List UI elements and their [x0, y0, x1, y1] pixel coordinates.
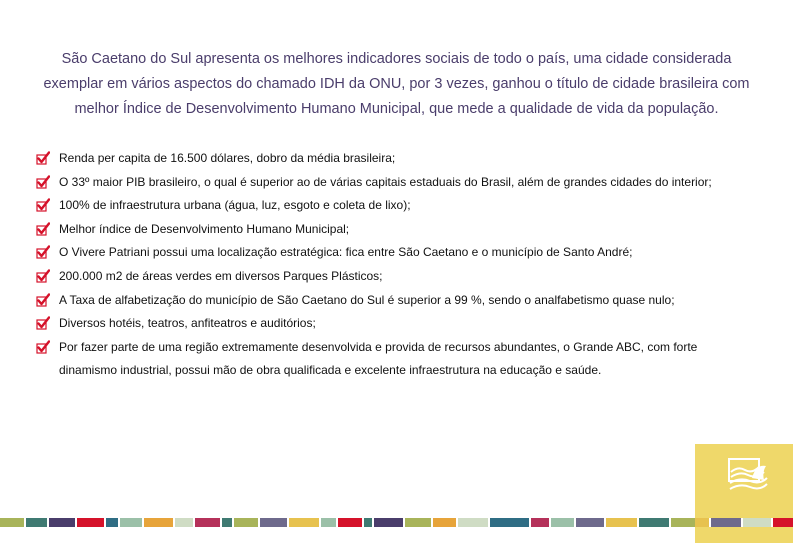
stripe-segment [606, 518, 637, 527]
stripe-segment [338, 518, 362, 527]
stripe-segment [405, 518, 431, 527]
stripe-segment [234, 518, 258, 527]
stripe-segment [433, 518, 457, 527]
check-icon [36, 340, 50, 354]
stripe-segment [695, 518, 709, 527]
check-icon [36, 316, 50, 330]
brand-badge [695, 444, 793, 543]
list-item [36, 312, 756, 336]
stripe-segment [639, 518, 668, 527]
list-item [36, 265, 756, 289]
list-item [36, 194, 756, 218]
feature-list [36, 147, 756, 383]
stripe-segment [260, 518, 287, 527]
stripe-segment [551, 518, 575, 527]
stripe-segment [458, 518, 487, 527]
check-icon [36, 269, 50, 283]
check-icon [36, 151, 50, 165]
check-icon [36, 198, 50, 212]
stripe-segment [490, 518, 529, 527]
stripe-segment [222, 518, 232, 527]
stripe-segment [144, 518, 173, 527]
badge-stripe [695, 518, 793, 527]
list-item [36, 171, 756, 195]
stripe-segment [531, 518, 549, 527]
stripe-segment [671, 518, 698, 527]
list-item [36, 147, 756, 171]
stripe-segment [0, 518, 24, 527]
stripe-segment [77, 518, 104, 527]
list-item-text: Renda per capita de 16.500 dólares, dobro da média brasileira; [59, 151, 396, 165]
stripe-segment [321, 518, 337, 527]
stripe-segment [289, 518, 318, 527]
stripe-segment [364, 518, 372, 527]
stripe-segment [106, 518, 118, 527]
stripe-segment [120, 518, 142, 527]
check-icon [36, 293, 50, 307]
stripe-segment [49, 518, 75, 527]
list-item [36, 289, 756, 313]
list-item-text: O Vivere Patriani possui uma localização estratégica: fica entre São Caetano e o município de Santo André; [59, 245, 633, 260]
stripe-segment [175, 518, 193, 527]
list-item [36, 241, 756, 265]
stripe-segment [773, 518, 793, 527]
list-item [36, 218, 756, 242]
check-icon [36, 222, 50, 236]
check-icon [36, 175, 50, 189]
list-item-text: Por fazer parte de uma região extremamente desenvolvida e provida de recursos abundantes, o Grande ABC, com forte dinamismo industrial, possui mão de obra qualificada e excelente infraestrutura na educação e saúde. [59, 339, 698, 378]
list-item-text: 100% de infraestrutura urbana (água, luz, esgoto e coleta de lixo); [59, 198, 411, 213]
color-stripe [0, 518, 700, 527]
stripe-segment [711, 518, 741, 527]
stripe-segment [743, 518, 771, 527]
list-item-text: Melhor índice de Desenvolvimento Humano Municipal; [59, 221, 350, 236]
stripe-segment [195, 518, 221, 527]
check-icon [36, 245, 50, 259]
list-item-text: Diversos hotéis, teatros, anfiteatros e auditórios; [59, 316, 316, 331]
stripe-segment [576, 518, 603, 527]
stripe-segment [26, 518, 48, 527]
list-item-text: O 33º maior PIB brasileiro, o qual é superior ao de várias capitais estaduais do Brasil, além de grandes cidades do interior; [59, 174, 712, 189]
list-item [36, 336, 756, 383]
brand-logo-icon [728, 458, 768, 499]
intro-paragraph: São Caetano do Sul apresenta os melhores indicadores sociais de todo o país, uma cidade considerada exemplar em vários aspectos do chamado IDH da ONU, por 3 vezes, ganhou o título de cidade brasileira com melhor Índice de Desenvolvimento Humano Municipal, que mede a qualidade de vida da população. [43, 50, 750, 117]
list-item-text: A Taxa de alfabetização do município de São Caetano do Sul é superior a 99 %, sendo o analfabetismo quase nulo; [59, 292, 675, 307]
list-item-text: 200.000 m2 de áreas verdes em diversos Parques Plásticos; [59, 268, 383, 283]
stripe-segment [374, 518, 403, 527]
